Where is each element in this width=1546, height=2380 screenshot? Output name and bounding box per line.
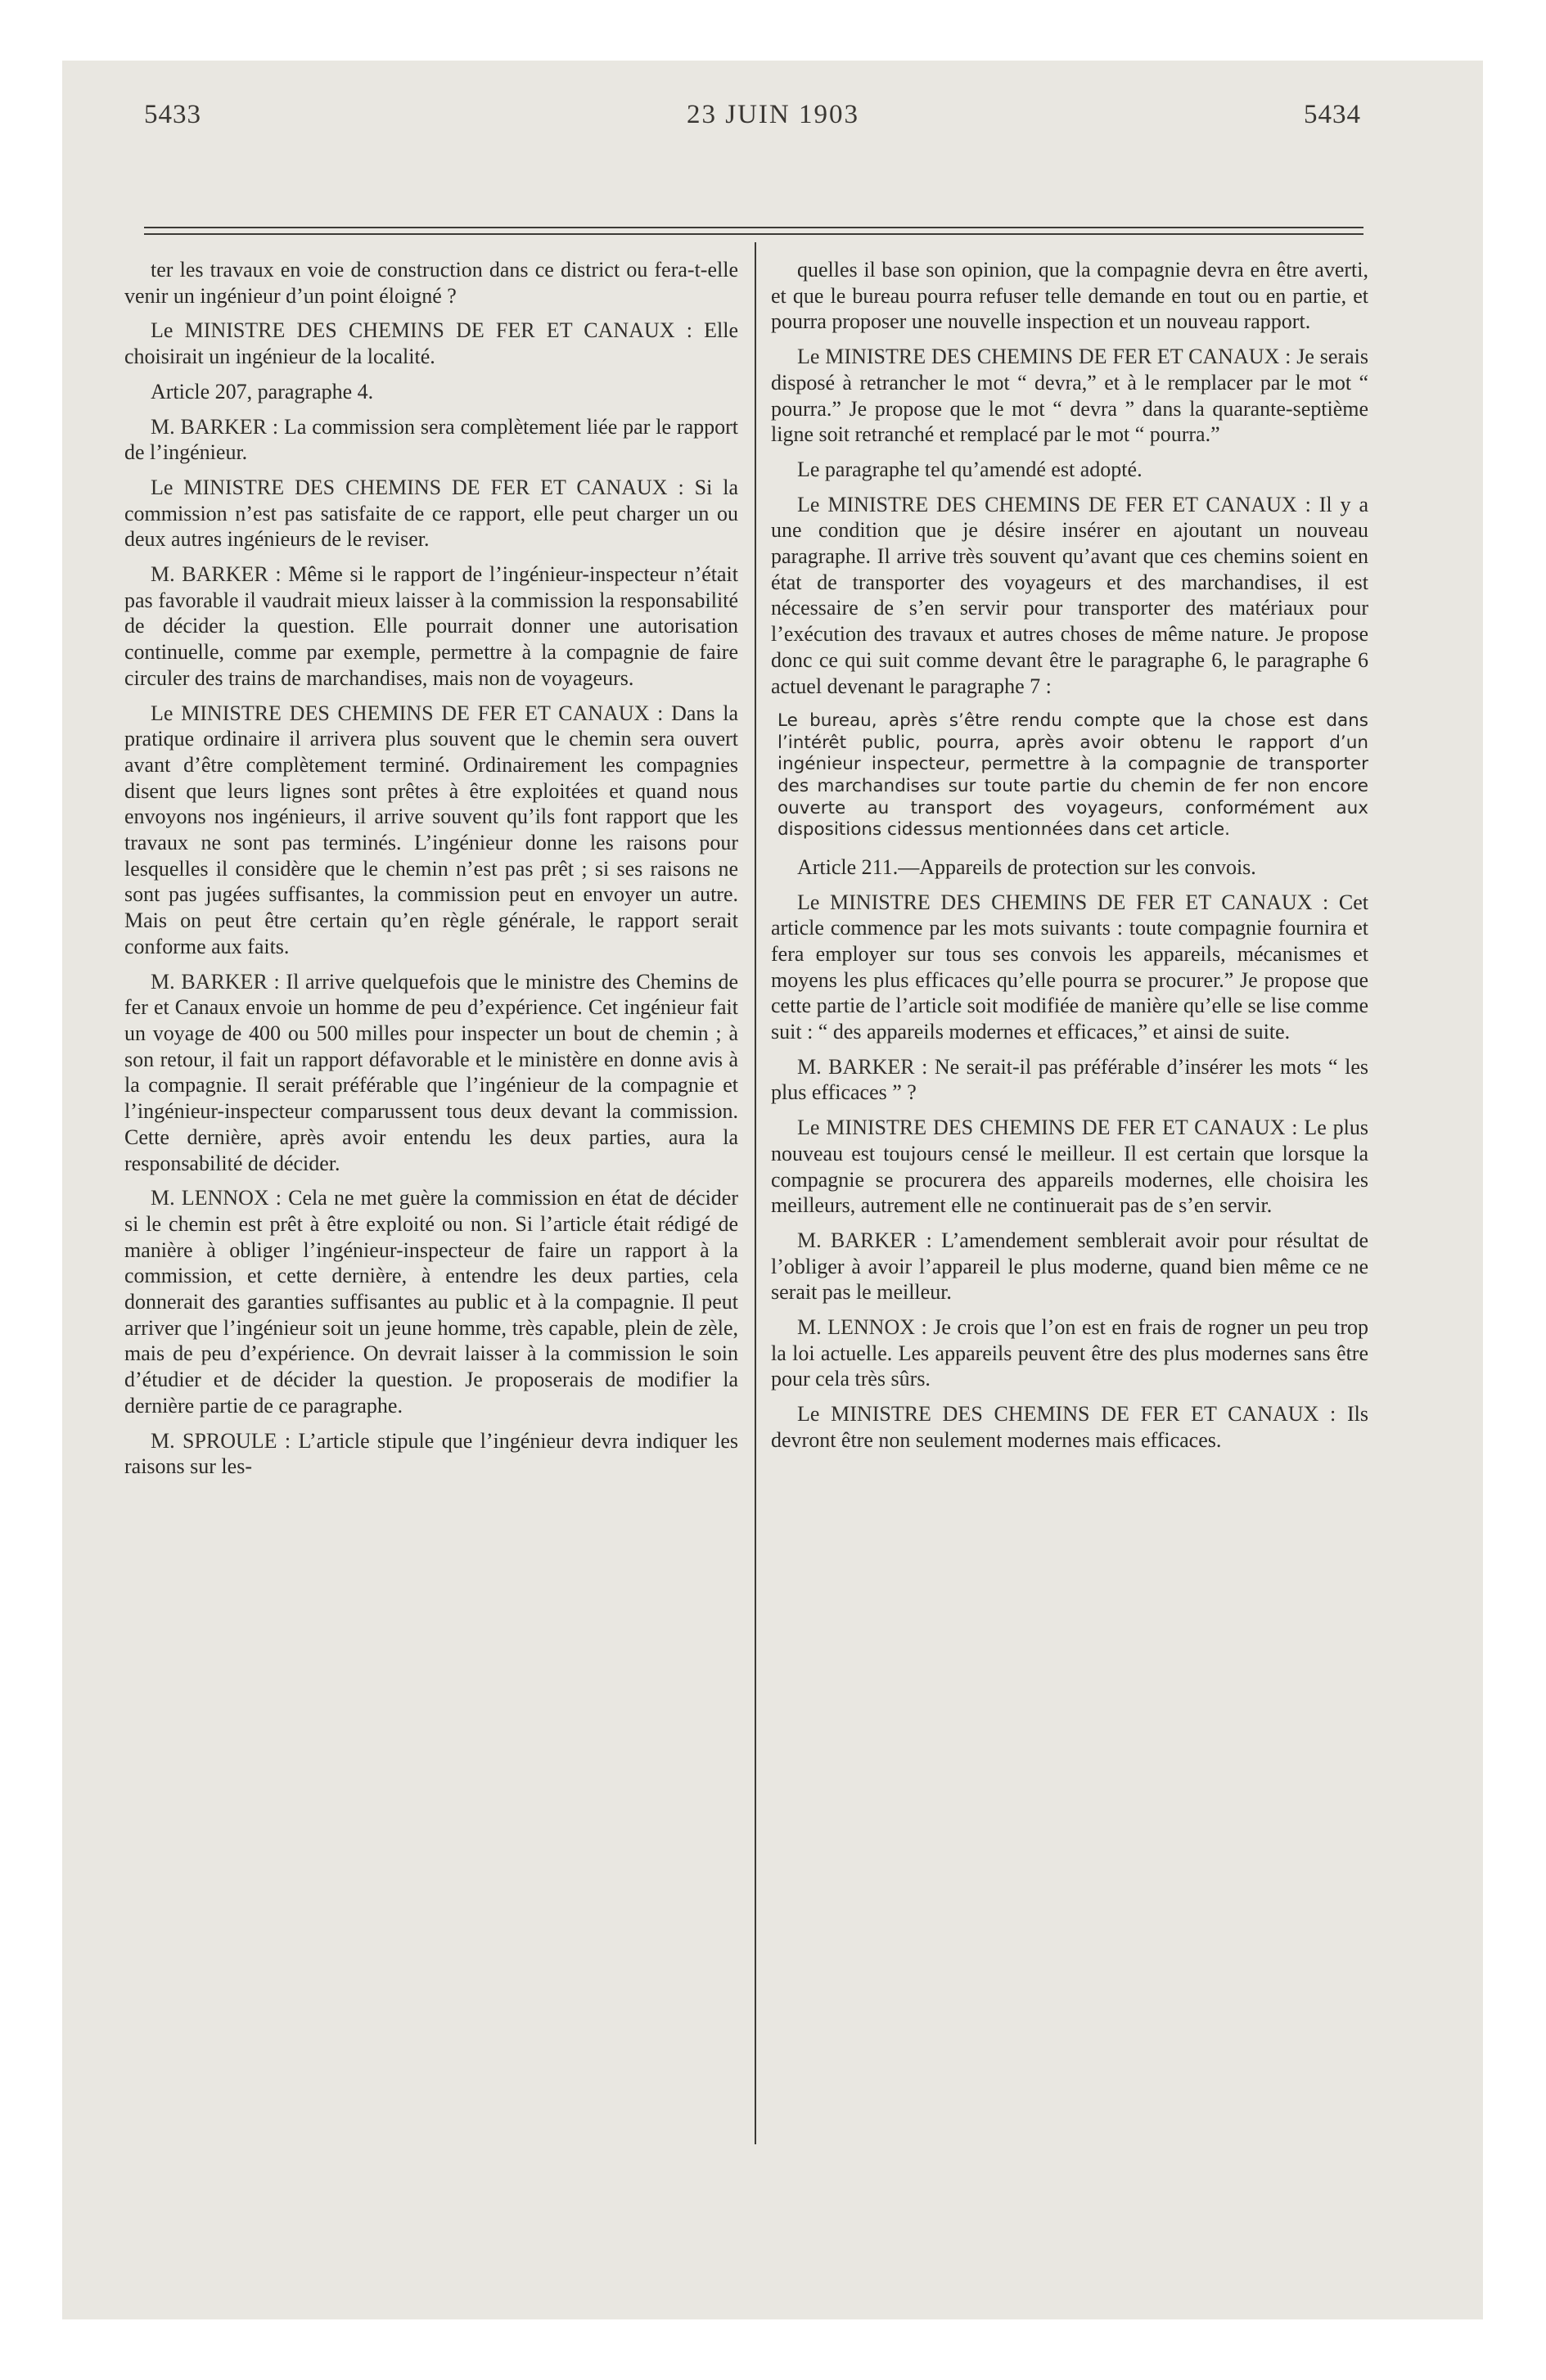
paragraph bbox=[124, 969, 738, 1177]
paragraph bbox=[124, 701, 738, 960]
paragraph-text: Cet article commence par les mots suivants : toute compagnie fournira et fera employer sur tous ses convois les appareils, mécanismes et moyens les plus efficaces qu’elle pourra se procurer.” Je propose que cette partie de l’article soit modifiée de manière qu’elle se lise comme suit : “ des appareils modernes et efficaces,” et ainsi de suite. bbox=[771, 890, 1368, 1044]
header-rule bbox=[144, 227, 1363, 228]
paragraph-text: Article 211.—Appareils de protection sur les convois. bbox=[797, 854, 1256, 879]
paragraph-text: La commission sera complètement liée par le rapport de l’ingénieur. bbox=[124, 414, 739, 465]
paragraph-text: Le plus nouveau est toujours censé le meilleur. Il est certain que lorsque la compagnie se procurera des appareils modernes, elle choisira les meilleurs, autrement elle ne continuerait pas de s’en servir. bbox=[771, 1116, 1369, 1218]
quoted-amendment bbox=[771, 710, 1368, 841]
paragraph-text: L’amendement semblerait avoir pour résultat de l’obliger à avoir l’appareil le plus moderne, quand bien même ce ne serait pas le meilleur. bbox=[771, 1228, 1368, 1305]
paragraph-text: Le paragraphe tel qu’amendé est adopté. bbox=[797, 457, 1143, 481]
page-number-right: 5434 bbox=[1304, 100, 1361, 129]
paragraph-text: Si la commission n’est pas satisfaite de ce rapport, elle peut charger un ou deux autres ingénieurs de le reviser. bbox=[124, 475, 739, 552]
speaker: M. BARKER : bbox=[797, 1054, 928, 1079]
column-divider bbox=[755, 242, 756, 2144]
paragraph bbox=[124, 1428, 738, 1480]
speaker: Le MINISTRE DES CHEMINS DE FER ET CANAUX : bbox=[797, 1402, 1336, 1427]
paragraph-text: Il y a une condition que je désire insérer en ajoutant un nouveau paragraphe. Il arrive très souvent qu’avant que ces chemins soient en état de transporter des voyageurs et des marchandises, il est nécessaire de s’en servir pour transporter des matériaux pour l’exécution des travaux et autres choses de même nature. Je propose donc ce qui suit comme devant être le paragraphe 6, le paragraphe 6 actuel devenant le paragraphe 7 : bbox=[771, 492, 1369, 698]
paragraph bbox=[124, 1185, 738, 1418]
speaker: M. LENNOX : bbox=[797, 1315, 927, 1340]
speaker: M. SPROULE : bbox=[151, 1428, 291, 1453]
paragraph-text: Dans la pratique ordinaire il arrivera plus souvent que le chemin sera ouvert avant d’être complètement terminé. Ordinairement les compagnies disent que leurs lignes sont prêtes à être exploitées et quand nous envoyons nos ingénieurs, il arrive souvent qu’ils font rapport que les travaux ne sont pas terminés. L’ingénieur donne les raisons pour lesquelles il considère que le chemin n’est pas prêt ; si ses raisons ne sont pas jugées suffisantes, la commission peut en envoyer un autre. Mais on peut être certain qu’en règle générale, le rapport serait conforme aux faits. bbox=[124, 701, 738, 958]
speaker: M. BARKER : bbox=[151, 969, 280, 994]
paragraph-text: Elle choisirait un ingénieur de la localité. bbox=[124, 318, 739, 369]
paragraph bbox=[771, 890, 1368, 1045]
left-column bbox=[124, 257, 738, 1489]
header-rule bbox=[144, 233, 1363, 235]
speaker: Le MINISTRE DES CHEMINS DE FER ET CANAUX : bbox=[797, 345, 1291, 369]
paragraph bbox=[124, 561, 738, 692]
paragraph-text: Ils devront être non seulement modernes mais efficaces. bbox=[771, 1402, 1368, 1452]
paragraph bbox=[771, 1228, 1368, 1305]
speaker: Le MINISTRE DES CHEMINS DE FER ET CANAUX : bbox=[151, 701, 664, 725]
paragraph-text: Je crois que l’on est en frais de rogner un peu trop la loi actuelle. Les appareils peuvent être des plus modernes sans être pour cela très sûrs. bbox=[771, 1315, 1368, 1391]
paragraph bbox=[771, 1401, 1368, 1453]
paragraph-text: Cela ne met guère la commission en état de décider si le chemin est prêt à être exploité ou non. Si l’article était rédigé de manière à obliger l’ingénieur-inspecteur de faire un rapport à la commission, et cette dernière, à entendre les deux parties, cela donnerait des garanties suffisantes au public et à la compagnie. Il peut arriver que l’ingénieur soit un jeune homme, très capable, plein de zèle, mais de peu d’expérience. On devrait laisser à la commission le soin d’étudier et de décider la question. Je proposerais de modifier la dernière partie de ce paragraphe. bbox=[124, 1186, 738, 1418]
right-column bbox=[771, 257, 1368, 1463]
paragraph-text: Il arrive quelquefois que le ministre des Chemins de fer et Canaux envoie un homme de peu d’expérience. Cet ingénieur fait un voyage de 400 ou 500 milles pour inspecter un bout de chemin ; à son retour, il fait un rapport défavorable et le ministère en donne avis à la compagnie. Il serait préférable que l’ingénieur de la compagnie et l’ingénieur-inspecteur comparussent tous deux devant la commission. Cette dernière, après avoir entendu les deux parties, aura la responsabilité de décider. bbox=[124, 969, 739, 1175]
paragraph bbox=[124, 475, 738, 552]
paragraph-text: Même si le rapport de l’ingénieur-inspecteur n’était pas favorable il vaudrait mieux laisser à la commission la responsabilité de décider la question. Elle pourrait donner une autorisation continuelle, comme par exemple, permettre à la compagnie de faire circuler des trains de marchandises, mais non de voyageurs. bbox=[124, 562, 739, 690]
paragraph bbox=[771, 1115, 1368, 1219]
paragraph-text: quelles il base son opinion, que la compagnie devra en être averti, et que le bureau pourra refuser telle demande en tout ou en partie, et pourra proposer une nouvelle inspection et un nouveau rapport. bbox=[771, 258, 1368, 334]
paragraph bbox=[771, 457, 1368, 483]
paragraph bbox=[124, 379, 738, 405]
paragraph-text: ter les travaux en voie de construction dans ce district ou fera-t-elle venir un ingénieur d’un point éloigné ? bbox=[124, 258, 738, 308]
paragraph-text: L’article stipule que l’ingénieur devra indiquer les raisons sur les- bbox=[124, 1428, 739, 1479]
speaker: M. BARKER : bbox=[151, 562, 282, 587]
paragraph-text: Le bureau, après s’être rendu compte que la chose est dans l’intérêt public, pourra, après avoir obtenu le rapport d’un ingénieur inspecteur, permettre à la compagnie de transporter des marchandises sur toute partie du chemin de fer non encore ouverte au transport des voyageurs, conformément aux dispositions cidessus mentionnées dans cet article. bbox=[778, 710, 1368, 841]
paragraph-text: Ne serait-il pas préférable d’insérer les mots “ les plus efficaces ” ? bbox=[771, 1054, 1368, 1105]
paragraph bbox=[771, 344, 1368, 448]
speaker: Le MINISTRE DES CHEMINS DE FER ET CANAUX : bbox=[797, 1116, 1298, 1140]
paragraph bbox=[771, 1314, 1368, 1392]
page-number-left: 5433 bbox=[144, 100, 201, 129]
speaker: Le MINISTRE DES CHEMINS DE FER ET CANAUX : bbox=[151, 475, 684, 499]
paragraph bbox=[124, 414, 738, 466]
paragraph bbox=[124, 257, 738, 309]
paragraph bbox=[124, 318, 738, 369]
speaker: Le MINISTRE DES CHEMINS DE FER ET CANAUX : bbox=[797, 492, 1311, 516]
speaker: M. BARKER : bbox=[797, 1228, 932, 1252]
speaker: M. LENNOX : bbox=[151, 1186, 282, 1210]
paragraph bbox=[771, 1054, 1368, 1106]
page-date: 23 JUIN 1903 bbox=[687, 100, 859, 129]
speaker: Le MINISTRE DES CHEMINS DE FER ET CANAUX : bbox=[797, 890, 1329, 914]
speaker: Le MINISTRE DES CHEMINS DE FER ET CANAUX : bbox=[151, 318, 692, 343]
paragraph bbox=[771, 854, 1368, 881]
paragraph bbox=[771, 492, 1368, 700]
paragraph-text: Article 207, paragraphe 4. bbox=[151, 379, 374, 403]
speaker: M. BARKER : bbox=[151, 414, 279, 439]
paragraph-text: Je serais disposé à retrancher le mot “ devra,” et à le remplacer par le mot “ pourra.” Je propose que le mot “ devra ” dans la quarante-septième ligne soit retranché et remplacé par le mot “ pourra.” bbox=[771, 345, 1368, 447]
paragraph bbox=[771, 257, 1368, 335]
